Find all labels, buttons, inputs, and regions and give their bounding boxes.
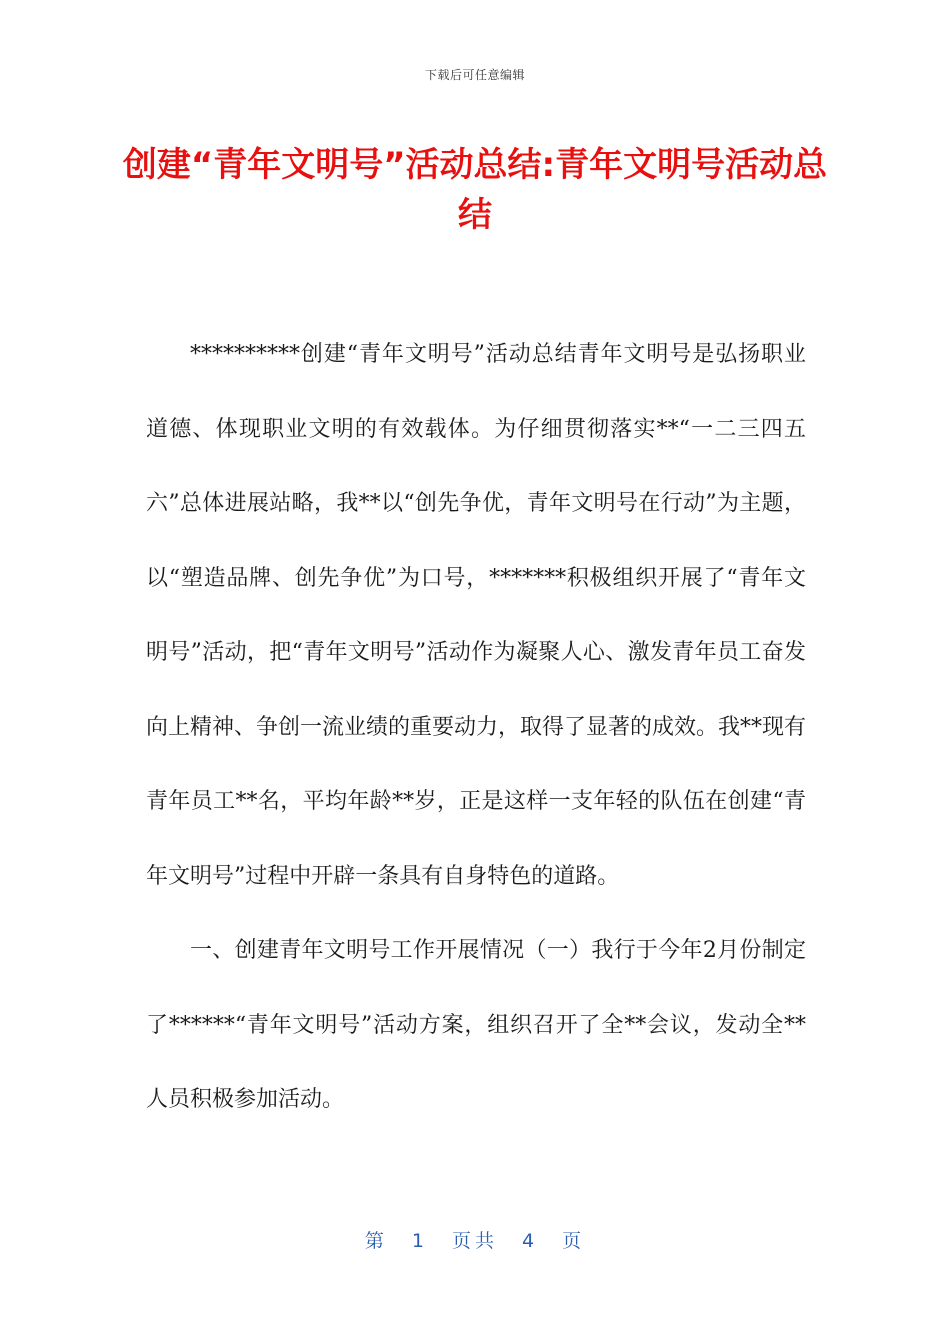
- page-number-footer: 第 1 页共 4 页: [364, 1230, 586, 1252]
- body-paragraph-2: 一、创建青年文明号工作开展情况（一）我行于今年2月份制定了******“青年文明号”活动方案，组织召开了全**会议，发动全**人员积极参加活动。: [146, 938, 806, 1112]
- body-paragraph-1: **********创建“青年文明号”活动总结青年文明号是弘扬职业道德、体现职业文明的有效载体。为仔细贯彻落实**“一二三四五六”总体进展站略，我**以“创先争优，青年文明号在行动”为主题，以“塑造品牌、创先争优”为口号，*******积极组织开展了“青年文明号”活动，把“青年文明号”活动作为凝聚人心、激发青年员工奋发向上精神、争创一流业绩的重要动力，取得了显著的成效。我**现有青年员工**名，平均年龄**岁，正是这样一支年轻的队伍在创建“青年文明号”过程中开辟一条具有自身特色的道路。: [146, 342, 807, 889]
- header-note: 下载后可任意编辑: [424, 68, 525, 82]
- document-body: [146, 318, 806, 1138]
- document-title: 创建“青年文明号”活动总结:青年文明号活动总结: [122, 145, 828, 235]
